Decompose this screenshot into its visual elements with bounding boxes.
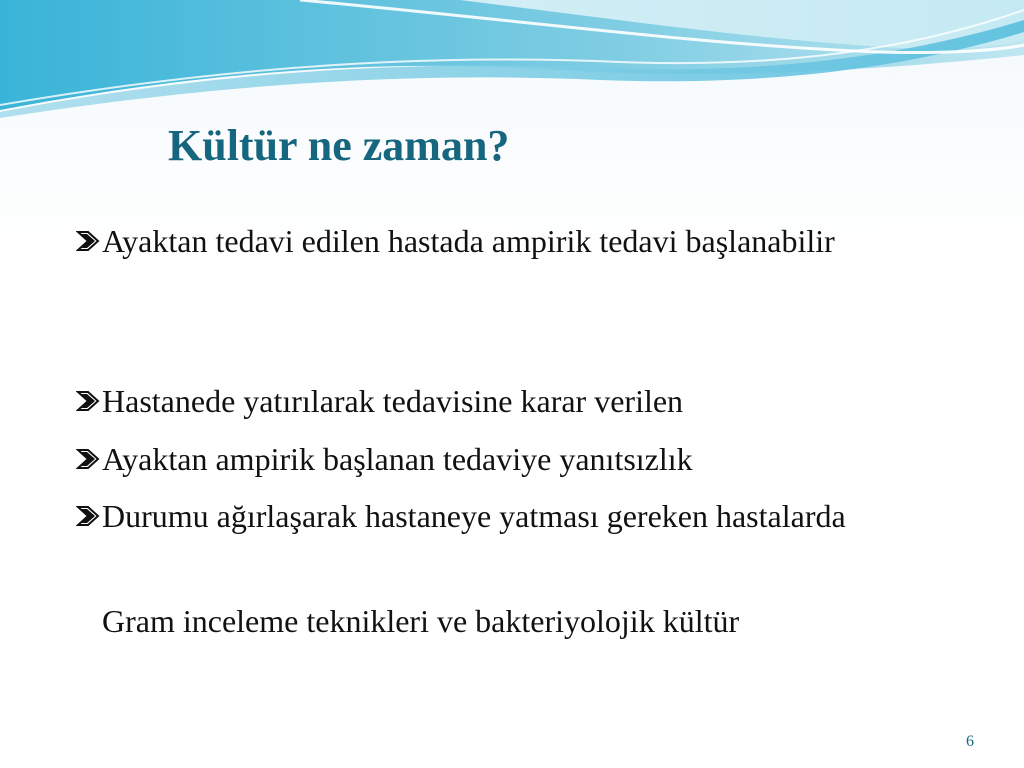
bullet-item — [74, 493, 954, 539]
bullet-text: Hastanede yatırılarak tedavisine karar verilen — [102, 383, 684, 419]
bullet-item — [74, 218, 954, 264]
list-item-continuation — [74, 598, 954, 644]
arrow-bullet-icon — [74, 436, 102, 482]
header-wave-decoration — [0, 0, 1024, 120]
arrow-bullet-icon — [74, 378, 102, 424]
bullet-item — [74, 436, 954, 482]
bullet-text: Gram inceleme teknikleri ve bakteriyolojik kültür — [102, 603, 740, 639]
bullet-text: Ayaktan tedavi edilen hastada ampirik tedavi başlanabilir — [102, 223, 835, 259]
bullet-text: Ayaktan ampirik başlanan tedaviye yanıtsızlık — [102, 441, 693, 477]
slide-title: Kültür ne zaman? — [168, 121, 510, 170]
page-number: 6 — [966, 733, 974, 750]
bullet-item — [74, 378, 954, 424]
arrow-bullet-icon — [74, 493, 102, 539]
bullet-text: Durumu ağırlaşarak hastaneye yatması gereken hastalarda — [102, 498, 846, 534]
arrow-bullet-icon — [74, 218, 102, 264]
